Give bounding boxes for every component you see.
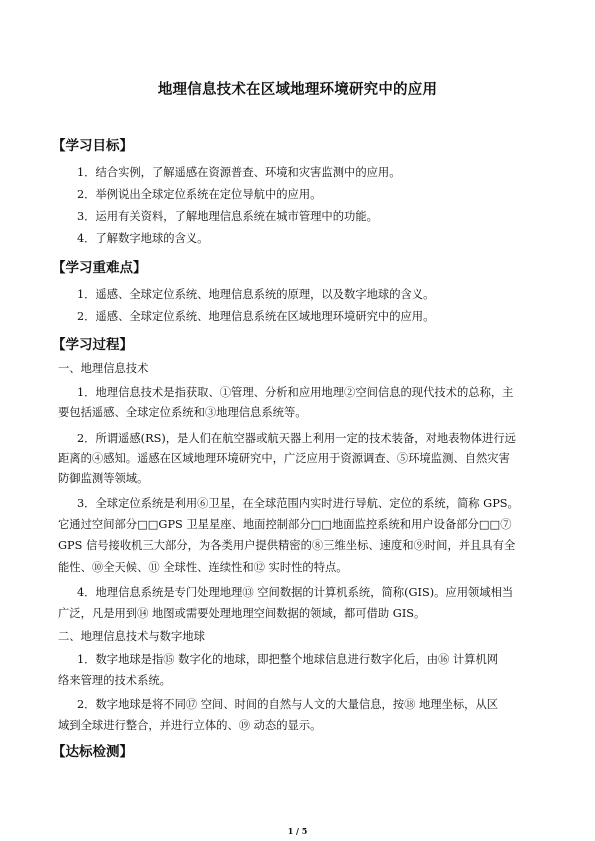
- part-heading-digital-earth: 二、地理信息技术与数字地球: [58, 630, 205, 643]
- goal-item: 1．结合实例，了解遥感在资源普查、环境和灾害监测中的应用。: [77, 166, 401, 179]
- paragraph-line: 距离的④感知。遥感在区域地理环境研究中，广泛应用于资源调查、⑤环境监测、自然灾害: [58, 452, 510, 465]
- paragraph-line: 广泛，凡是用到⑭ 地图或需要处理地理空间数据的领域，都可借助 GIS。: [58, 607, 426, 620]
- paragraph-line: 2．所谓遥感(RS)，是人们在航空器或航天器上利用一定的技术装备，对地表物体进行远: [77, 432, 516, 445]
- paragraph-line: 2．数字地球是将不同⑰ 空间、时间的自然与人文的大量信息，按⑱ 地理坐标，从区: [77, 698, 499, 711]
- document-title: 地理信息技术在区域地理环境研究中的应用: [157, 82, 438, 98]
- paragraph-line: 1．地理信息技术是指获取、①管理、分析和应用地理②空间信息的现代技术的总称，主: [77, 386, 514, 399]
- paragraph-line: 能性、⑩全天候、⑪ 全球性、连续性和⑫ 实时性的特点。: [58, 561, 348, 574]
- section-heading-process: 【学习过程】: [52, 337, 133, 353]
- paragraph-line: 域到全球进行整合，并进行立体的、⑲ 动态的显示。: [58, 719, 322, 732]
- key-point-item: 2．遥感、全球定位系统、地理信息系统在区域地理环境研究中的应用。: [77, 310, 435, 323]
- goal-item: 3．运用有关资料，了解地理信息系统在城市管理中的功能。: [77, 210, 378, 223]
- section-heading-key-points: 【学习重难点】: [52, 260, 147, 276]
- paragraph-line: 要包括遥感、全球定位系统和③地理信息系统等。: [58, 406, 307, 419]
- section-heading-goals: 【学习目标】: [52, 138, 133, 154]
- paragraph-line: 1．数字地球是指⑮ 数字化的地球，即把整个地球信息进行数字化后，由⑯ 计算机网: [77, 653, 499, 666]
- paragraph-line: 4．地理信息系统是专门处理地理⑬ 空间数据的计算机系统，简称(GIS)。应用领域相当: [77, 586, 514, 599]
- paragraph-line: GPS 信号接收机三大部分，为各类用户提供精密的⑧三维坐标、速度和⑨时间，并且具有全: [58, 539, 516, 552]
- page-number: 1 / 5: [287, 826, 308, 836]
- paragraph-line: 3．全球定位系统是利用⑥卫星，在全球范围内实时进行导航、定位的系统，简称 GPS。: [77, 497, 519, 510]
- key-point-item: 1．遥感、全球定位系统、地理信息系统的原理，以及数字地球的含义。: [77, 288, 435, 301]
- goal-item: 2．举例说出全球定位系统在定位导航中的应用。: [77, 188, 322, 201]
- paragraph-line: 络来管理的技术系统。: [58, 674, 171, 687]
- paragraph-line: 防御监测等领域。: [58, 472, 149, 485]
- part-heading-geo-info-tech: 一、地理信息技术: [58, 362, 149, 375]
- paragraph-line: 它通过空间部分□□GPS 卫星星座、地面控制部分□□地面监控系统和用户设备部分□□⑦: [58, 518, 512, 531]
- goal-item: 4．了解数字地球的含义。: [77, 232, 209, 245]
- section-heading-test: 【达标检测】: [52, 744, 133, 760]
